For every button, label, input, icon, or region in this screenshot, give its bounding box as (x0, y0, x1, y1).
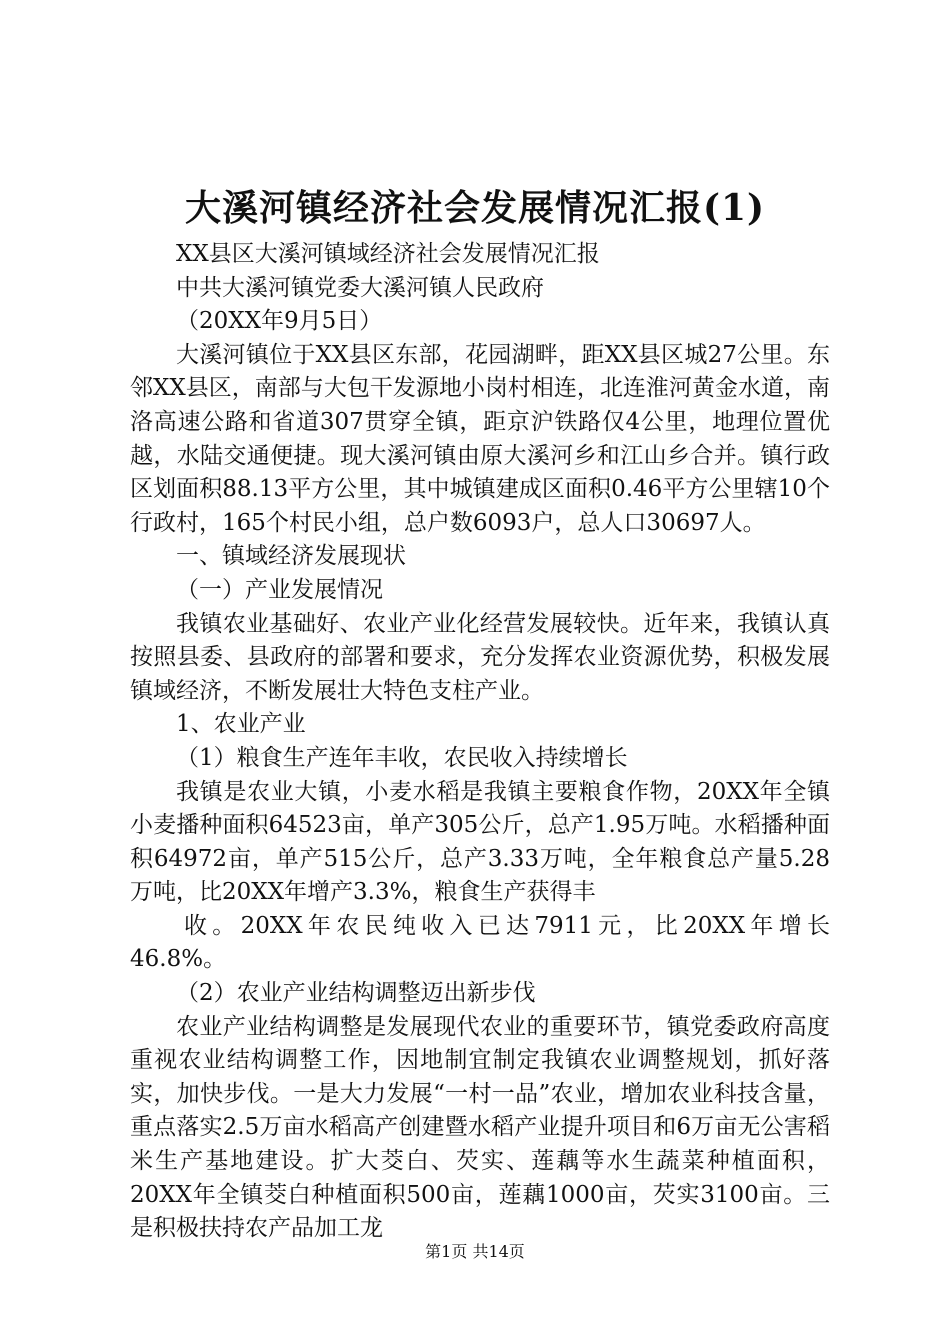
paragraph-overview: 大溪河镇位于XX县区东部，花园湖畔，距XX县区城27公里。东邻XX县区，南部与大包干发源地小岗村相连，北连淮河黄金水道，南洛高速公路和省道307贯穿全镇，距京沪铁路仅4公里，地理位置优越，水陆交通便捷。现大溪河镇由原大溪河乡和江山乡合并。镇行政区划面积88.13平方公里，其中城镇建成区面积0.46平方公里辖10个行政村，165个村民小组，总户数6093户，总人口30697人。 (130, 341, 830, 536)
paragraph-income: 收。20XX年农民纯收入已达7911元，比20XX年增长46.8%。 (130, 912, 830, 973)
paragraph-grain: 我镇是农业大镇，小麦水稻是我镇主要粮食作物，20XX年全镇小麦播种面积64523亩，单产305公斤，总产1.95万吨。水稻播种面积64972亩，单产515公斤，总产3.33万吨，全年粮食总产量5.28万吨，比20XX年增产3.3%，粮食生产获得丰 (130, 778, 830, 906)
document-body (130, 238, 830, 1246)
report-heading: XX县区大溪河镇域经济社会发展情况汇报 (176, 241, 600, 267)
paragraph-structure: 农业产业结构调整是发展现代农业的重要环节，镇党委政府高度重视农业结构调整工作，因地制宜制定我镇农业调整规划，抓好落实，加快步伐。一是大力发展“一村一品”农业，增加农业科技含量，重点落实2.5万亩水稻高产创建暨水稻产业提升项目和6万亩无公害稻米生产基地建设。扩大茭白、芡实、莲藕等水生蔬菜种植面积，20XX年全镇茭白种植面积500亩，莲藕1000亩，芡实3100亩。三是积极扶持农产品加工龙 (130, 1013, 830, 1242)
section-heading-1: 一、镇域经济发展现状 (176, 543, 406, 570)
item-heading-grain: （1）粮食生产连年丰收，农民收入持续增长 (176, 744, 628, 771)
report-issuer: 中共大溪河镇党委大溪河镇人民政府 (176, 274, 544, 301)
page-footer: 第1页 共14页 (425, 1242, 525, 1261)
subsection-heading-1: （一）产业发展情况 (176, 576, 383, 603)
document-title: 大溪河镇经济社会发展情况汇报(1) (184, 187, 766, 229)
item-heading-agriculture: 1、农业产业 (176, 711, 306, 738)
report-date: （20XX年9月5日） (176, 308, 383, 335)
paragraph-industry: 我镇农业基础好、农业产业化经营发展较快。近年来，我镇认真按照县委、县政府的部署和要求，充分发挥农业资源优势，积极发展镇域经济，不断发展壮大特色支柱产业。 (130, 610, 830, 704)
item-heading-structure: （2）农业产业结构调整迈出新步伐 (176, 980, 536, 1007)
